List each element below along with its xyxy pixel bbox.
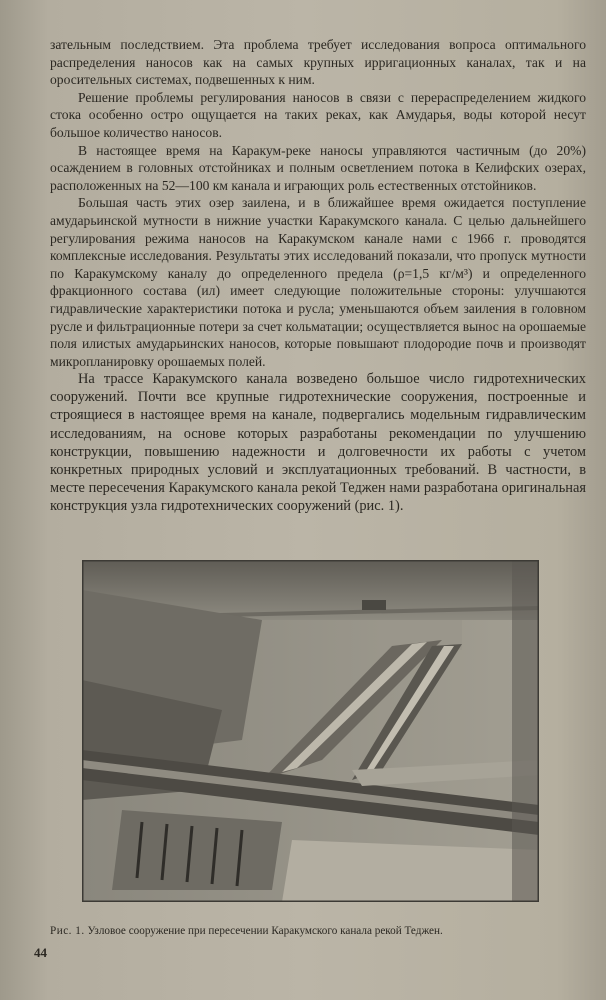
caption-text: Узловое сооружение при пересечении Каракумского канала рекой Теджен. <box>87 925 443 937</box>
paragraph: Большая часть этих озер заилена, и в ближайшее время ожидается поступление амударьинской мутности в нижние участки Каракумского канала. С целью дальнейшего регулирования режима наносов на Каракумском канале нами с 1966 г. проводятся комплексные исследования. Результаты этих исследований показали, что пропуск мутности по Каракумскому каналу до определенного предела (ρ=1,5 кг/м³) и определенного фракционного состава (ил) имеет следующие положительные стороны: улучшаются гидравлические характеристики потока и русла; уменьшаются объем заиления в головном русле и фильтрационные потери за счет кольматации; осуществляется вынос на орошаемые поля илистых амударьинских наносов, которые повышают плодородие почв и производят микропланировку орошаемых полей. <box>50 195 586 369</box>
paragraph: В настоящее время на Каракум-реке наносы управляются частичным (до 20%) осаждением в головных отстойниках и полным осветлением потока в Келифских озерах, расположенных на 52—100 км канала и играющих роль естественных отстойников. <box>50 142 586 193</box>
paragraph: Решение проблемы регулирования наносов в связи с перераспределением жидкого стока особенно остро ощущается на таких реках, как Амударья, воды которой несут большое количество наносов. <box>50 89 586 140</box>
figure-photo <box>82 560 539 902</box>
page-number: 44 <box>34 945 47 960</box>
paragraph: На трассе Каракумского канала возведено большое число гидротехнических сооружений. Почти все крупные гидротехнические сооружения, построенные и строящиеся в настоящее время на канале, подвергались модельным гидравлическим исследованиям, на основе которых разработаны рекомендации по улучшению конструкции, повышению надежности и долговечности их работы с учетом конкретных природных условий и эксплуатационных требований. В частности, в месте пересечения Каракумского канала рекой Теджен нами разработана оригинальная конструкция узла гидротехнических сооружений (рис. 1). <box>50 371 586 514</box>
paragraph: зательным последствием. Эта проблема требует исследования вопроса оптимального распределения наносов как на самых крупных ирригационных каналах, так и на оросительных системах, подвешенных к ним. <box>50 37 586 88</box>
caption-label: Рис. 1. <box>50 925 85 937</box>
body-text <box>50 36 586 515</box>
figure-caption <box>50 924 590 938</box>
